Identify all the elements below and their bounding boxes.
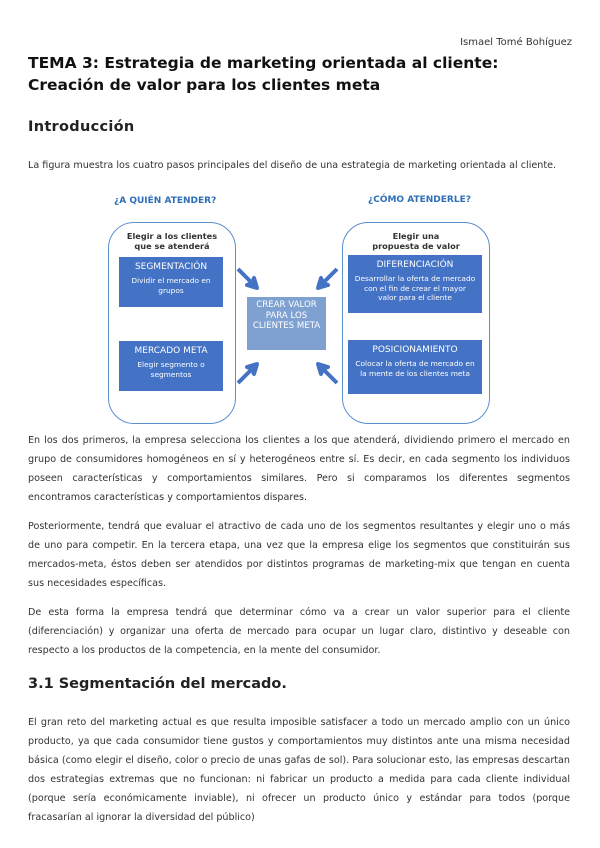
arrow-down-left-icon — [314, 266, 340, 292]
section-paragraph: El gran reto del marketing actual es que resulta imposible satisfacer a todo un mercado amplio con un único producto, ya que cada consumidor tiene gustos y comportamientos muy distintos ante una misma necesidad básica (como elegir el diseño, color o precio de unas gafas de sol). Para solucionar esto, las empresas descartan dos estrategias extremas que no funcionan: ni fabricar un producto a medida para cada cliente individual (porque sería económicamente inviable), ni ofrecer un producto único y estándar para todos (porque fracasarían al ignorar la diversidad del público) — [28, 717, 570, 823]
diferenciacion-title: DIFERENCIACIÓN — [376, 260, 454, 270]
right-panel-title — [343, 231, 489, 251]
arrow-down-right-icon — [235, 266, 261, 292]
left-panel-title-line2: que se atenderá — [134, 241, 210, 251]
paragraph-1: En los dos primeros, la empresa selecciona los clientes a los que atenderá, dividiendo primero el mercado en grupo de consumidores homogéneos en sí y heterogéneos entre sí. Es decir, en cada segmento los individuos poseen características y comportamientos similares. Pero si comparamos los diferentes segmentos encontramos características y comportamientos dispares. — [28, 435, 570, 503]
document-title: TEMA 3: Estrategia de marketing orientada al cliente: Creación de valor para los clientes meta — [28, 54, 499, 94]
center-value-box: CREAR VALOR PARA LOS CLIENTES META — [247, 297, 326, 350]
posicionamiento-box — [348, 340, 482, 394]
posicionamiento-text: Colocar la oferta de mercado en la mente de los clientes meta — [355, 359, 475, 378]
intro-lead: La figura muestra los cuatro pasos principales del diseño de una estrategia de marketing orientada al cliente. — [28, 160, 557, 171]
right-panel-title-line2: propuesta de valor — [372, 241, 460, 251]
author-name: Ismael Tomé Bohíguez — [460, 37, 572, 48]
right-panel-title-line1: Elegir una — [392, 231, 440, 241]
left-panel-title-line1: Elegir a los clientes — [126, 231, 218, 241]
mercado-meta-text: Elegir segmento o segmentos — [137, 360, 205, 379]
arrow-up-right-icon — [235, 360, 261, 386]
mercado-meta-box — [119, 341, 223, 391]
paragraph-3: De esta forma la empresa tendrá que determinar cómo va a crear un valor superior para el cliente (diferenciación) y organizar una oferta de mercado para ocupar un lugar claro, distintivo y deseable con respecto a los productos de la competencia, en la mente del consumidor. — [28, 607, 570, 656]
left-panel — [108, 222, 236, 424]
diferenciacion-text: Desarrollar la oferta de mercado con el fin de crear el mayor valor para el cliente — [354, 274, 476, 302]
segmentacion-title: SEGMENTACIÓN — [134, 262, 208, 272]
right-heading: ¿CÓMO ATENDERLE? — [368, 195, 471, 205]
segmentacion-text: Dividir el mercado en grupos — [131, 276, 211, 295]
paragraph-2: Posteriormente, tendrá que evaluar el atractivo de cada uno de los segmentos resultantes y elegir uno o más de uno para competir. En la tercera etapa, una vez que la empresa elige los segmentos que constituirán sus mercados-meta, éstos deben ser atendidos por distintos programas de marketing-mix que tengan en cuenta sus necesidades específicas. — [28, 521, 570, 589]
right-panel — [342, 222, 490, 424]
posicionamiento-title: POSICIONAMIENTO — [372, 345, 458, 355]
segmentacion-box — [119, 257, 223, 307]
section-heading: 3.1 Segmentación del mercado. — [28, 676, 287, 692]
left-panel-title — [109, 231, 235, 251]
strategy-figure — [100, 190, 500, 430]
intro-heading: Introducción — [28, 119, 135, 135]
diferenciacion-box — [348, 255, 482, 313]
arrow-up-left-icon — [314, 360, 340, 386]
left-heading: ¿A QUIÉN ATENDER? — [114, 196, 217, 206]
mercado-meta-title: MERCADO META — [134, 346, 208, 356]
